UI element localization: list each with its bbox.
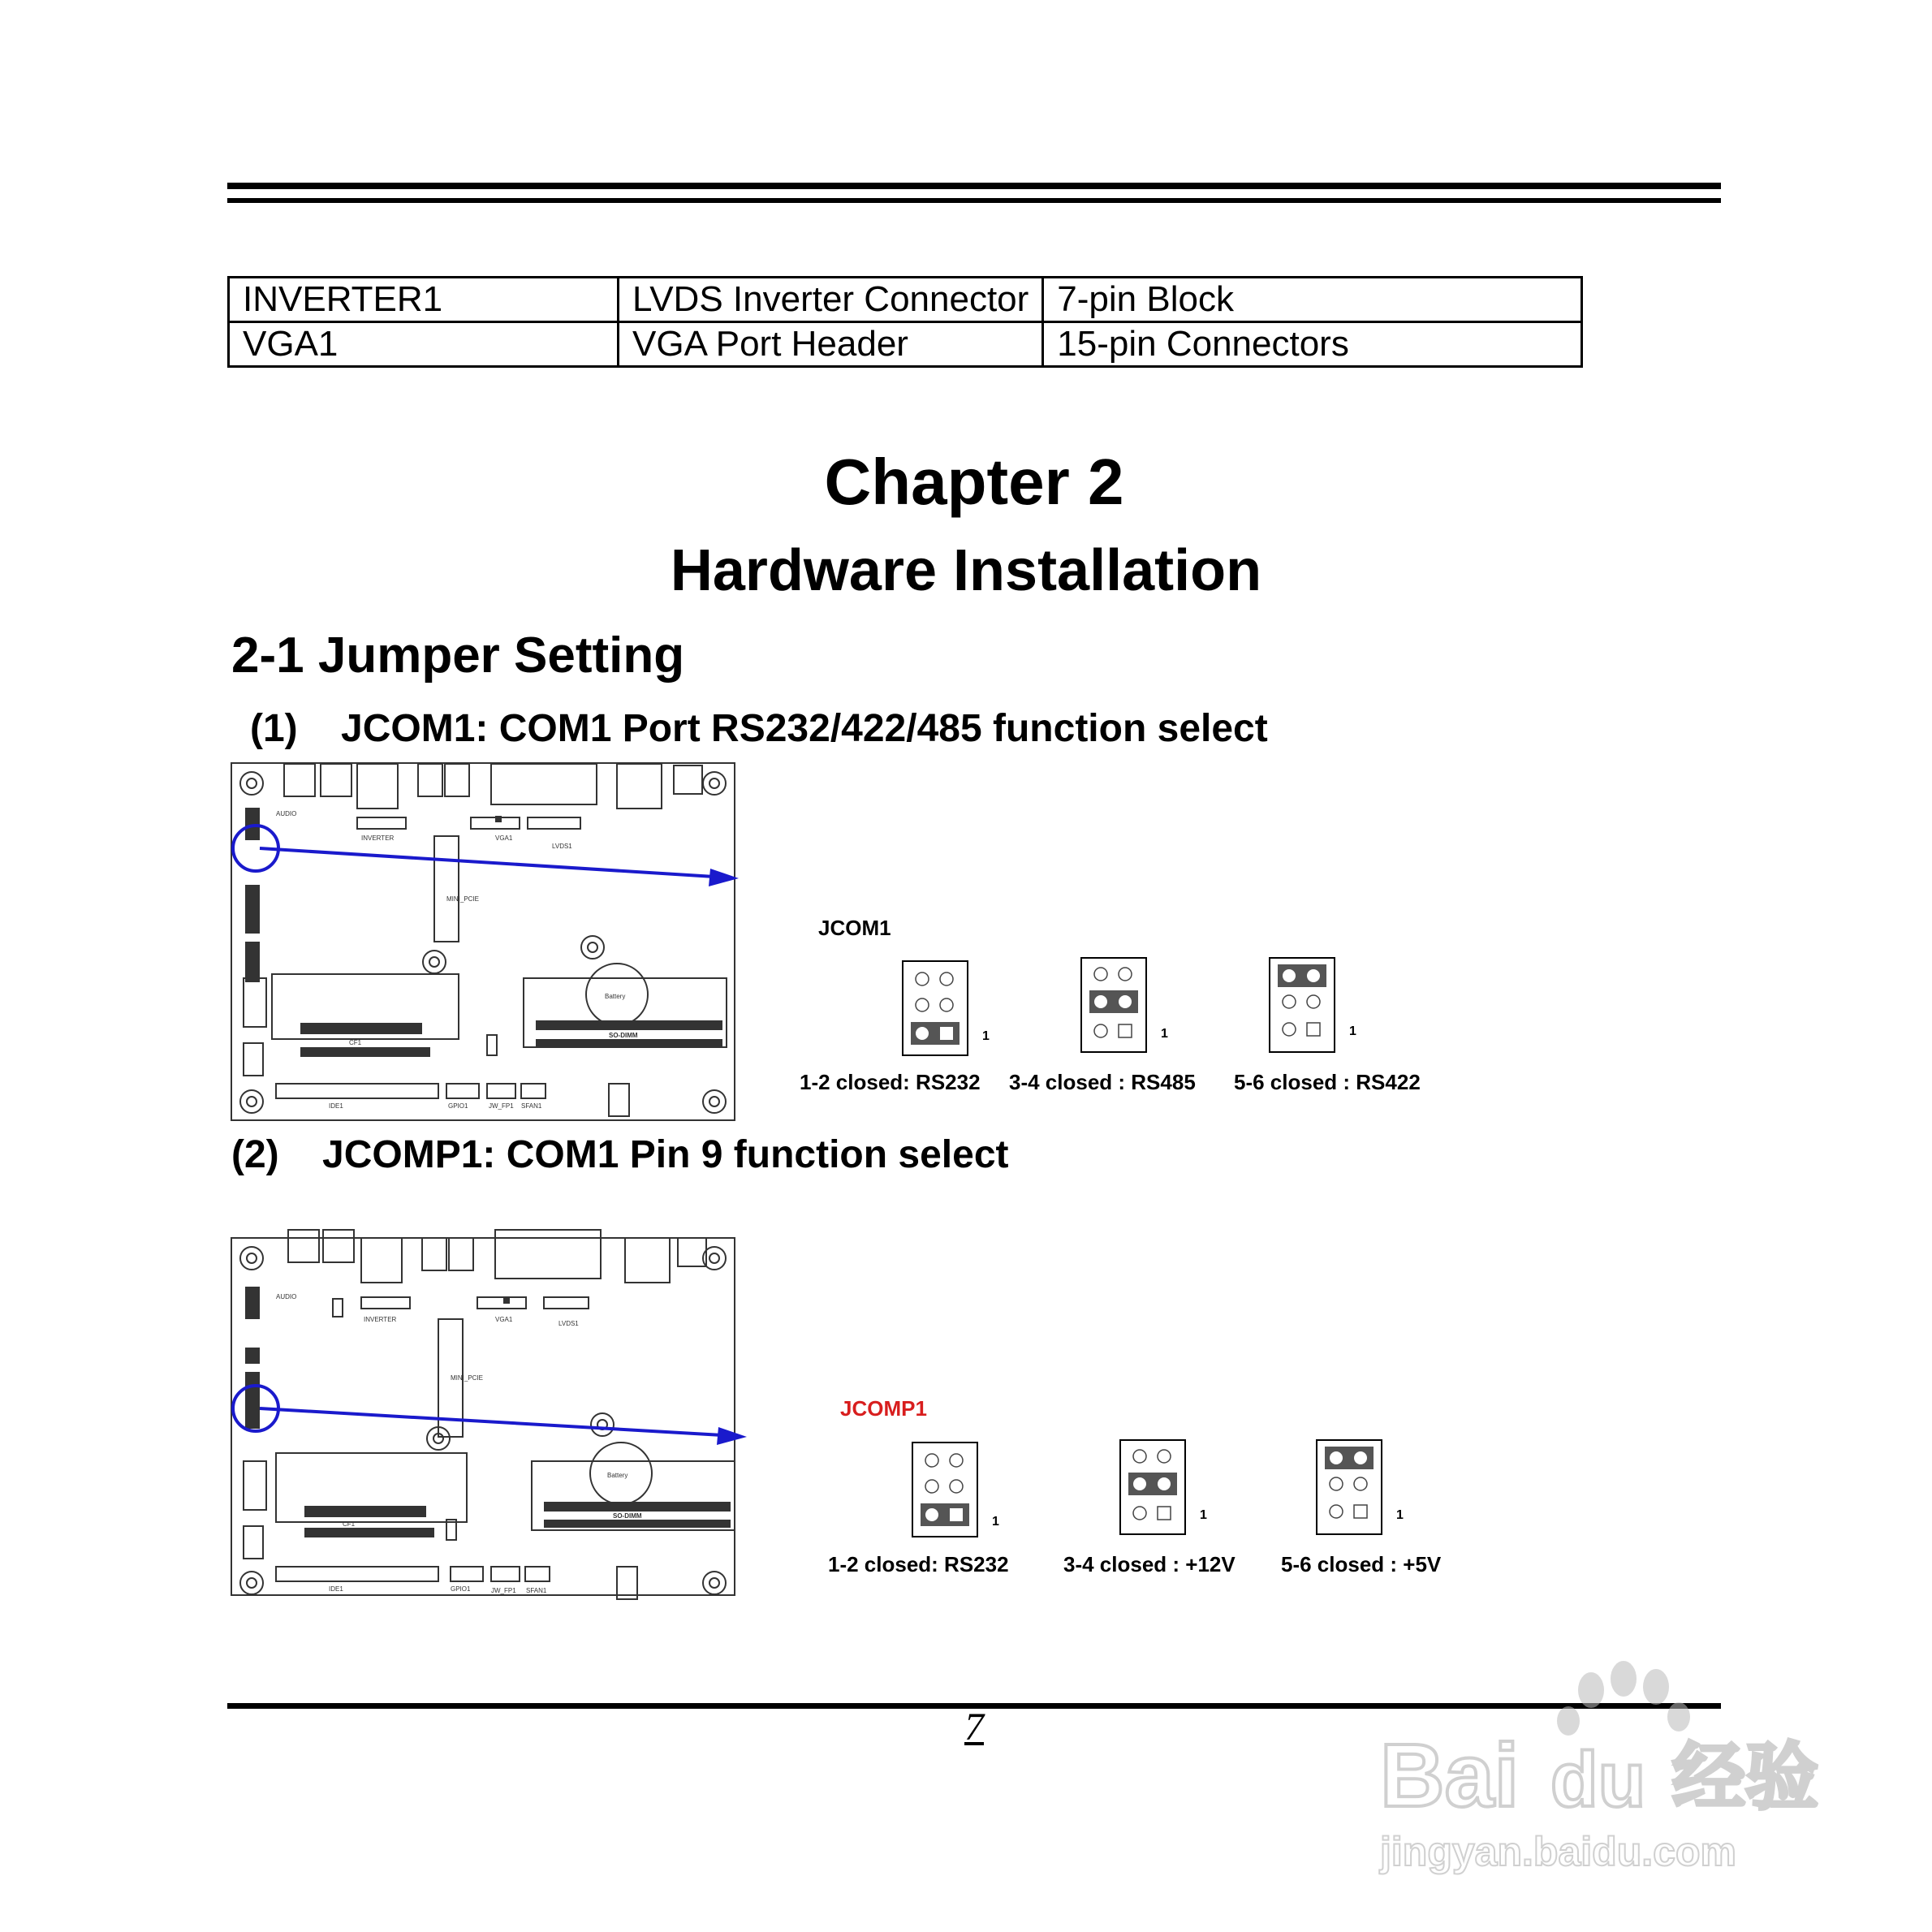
- board-label-sodimm: SO-DIMM: [609, 1032, 638, 1039]
- baidu-jingyan-watermark: [1348, 1640, 1851, 1883]
- pin1-marker: 1: [1200, 1508, 1207, 1522]
- section-title: 2-1 Jumper Setting: [231, 627, 685, 684]
- watermark-url: jingyan.baidu.com: [1380, 1829, 1736, 1874]
- header-rule-top: [227, 183, 1721, 189]
- jumper-block-jcom1-5-6: [1268, 956, 1349, 1054]
- board-label-gpio: GPIO1: [451, 1585, 471, 1593]
- jumper-block-jcomp1-1-2: [911, 1441, 992, 1538]
- board-label-gpio: GPIO1: [448, 1102, 468, 1110]
- item-heading-jcom1: (1) JCOM1: COM1 Port RS232/422/485 function select: [250, 707, 1268, 750]
- board-label-battery: Battery: [607, 1472, 628, 1479]
- page-number: 7: [964, 1706, 984, 1749]
- watermark-cn: 经验: [1672, 1737, 1818, 1818]
- chapter-title: Chapter 2: [824, 446, 1124, 518]
- item-heading-jcomp1: (2) JCOMP1: COM1 Pin 9 function select: [231, 1133, 1009, 1176]
- board-label-inverter: INVERTER: [361, 834, 395, 842]
- pin1-marker: 1: [982, 1029, 990, 1043]
- board-label-jw-fp: JW_FP1: [489, 1102, 514, 1110]
- board-label-cf: CF1: [343, 1520, 356, 1528]
- board-label-inverter: INVERTER: [364, 1316, 397, 1323]
- board-label-sodimm: SO-DIMM: [613, 1512, 642, 1520]
- pin1-marker: 1: [992, 1515, 999, 1529]
- table-cell-type: 15-pin Connectors: [1043, 322, 1582, 367]
- table-row: [229, 322, 1582, 367]
- jumper-caption-jcom1-1-2: 1-2 closed: RS232: [800, 1070, 981, 1094]
- connector-table: [227, 276, 1583, 368]
- jumper-block-jcom1-1-2: [901, 960, 982, 1057]
- jumper-label-jcomp1: JCOMP1: [840, 1396, 927, 1421]
- board-label-lvds: LVDS1: [558, 1320, 579, 1327]
- header-rule-bottom: [227, 198, 1721, 203]
- jumper-caption-jcom1-3-4: 3-4 closed : RS485: [1009, 1070, 1196, 1094]
- table-row: [229, 278, 1582, 322]
- board-label-vga: VGA1: [495, 1316, 513, 1323]
- pin1-marker: 1: [1396, 1508, 1404, 1522]
- board-label-jw-fp: JW_FP1: [491, 1587, 516, 1594]
- board-label-sfan: SFAN1: [521, 1102, 542, 1110]
- jumper-caption-jcomp1-5-6: 5-6 closed : +5V: [1281, 1552, 1442, 1576]
- jumper-label-jcom1: JCOM1: [818, 916, 891, 940]
- jumper-block-jcomp1-3-4: [1119, 1438, 1200, 1536]
- board-label-audio: AUDIO: [276, 1293, 297, 1300]
- table-cell-description: LVDS Inverter Connector: [619, 278, 1043, 322]
- jumper-block-jcomp1-5-6: [1315, 1438, 1396, 1536]
- jumper-block-jcom1-3-4: [1080, 956, 1161, 1054]
- board-label-lvds: LVDS1: [552, 843, 572, 850]
- chapter-subtitle: Hardware Installation: [670, 538, 1262, 603]
- pin1-marker: 1: [1161, 1027, 1168, 1041]
- table-cell-name: INVERTER1: [229, 278, 619, 322]
- board-label-ide: IDE1: [329, 1102, 343, 1110]
- jumper-caption-jcomp1-1-2: 1-2 closed: RS232: [828, 1552, 1009, 1576]
- watermark-brand: Bai: [1380, 1726, 1520, 1826]
- board-label-mini-pcie: MINI_PCIE: [451, 1374, 484, 1382]
- jumper-caption-jcom1-5-6: 5-6 closed : RS422: [1234, 1070, 1421, 1094]
- board-label-ide: IDE1: [329, 1585, 343, 1593]
- table-cell-description: VGA Port Header: [619, 322, 1043, 367]
- watermark-brand2: du: [1550, 1736, 1646, 1823]
- board-label-cf: CF1: [349, 1039, 362, 1046]
- board-label-mini-pcie: MINI_PCIE: [446, 895, 480, 903]
- pin1-marker: 1: [1349, 1024, 1356, 1038]
- board-label-battery: Battery: [605, 993, 626, 1000]
- board-label-vga: VGA1: [495, 834, 513, 842]
- motherboard-diagram-jcom1: [227, 759, 747, 1124]
- jumper-caption-jcomp1-3-4: 3-4 closed : +12V: [1063, 1552, 1236, 1576]
- table-cell-type: 7-pin Block: [1043, 278, 1582, 322]
- table-cell-name: VGA1: [229, 322, 619, 367]
- board-label-sfan: SFAN1: [526, 1587, 547, 1594]
- motherboard-diagram-jcomp1: [227, 1226, 747, 1607]
- board-label-audio: AUDIO: [276, 810, 297, 817]
